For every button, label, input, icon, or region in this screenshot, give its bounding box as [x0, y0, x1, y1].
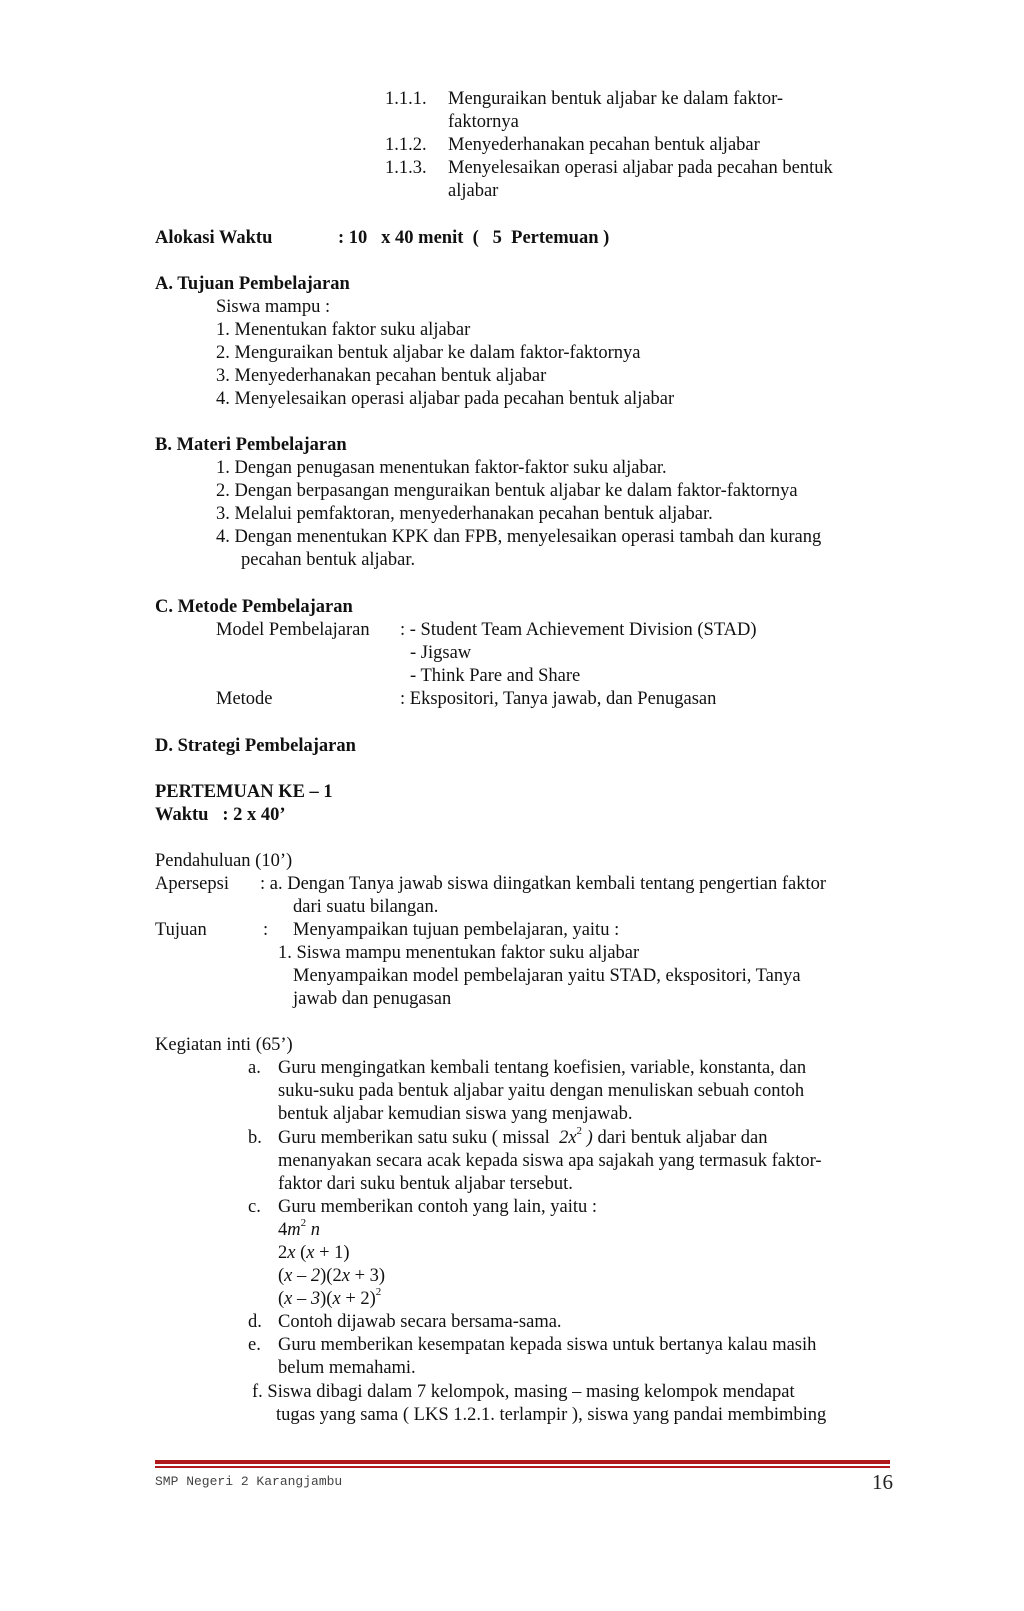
math-example: 2x (x + 1) — [278, 1243, 350, 1263]
subindicator-text: aljabar — [448, 181, 499, 201]
math-example: (x – 2)(2x + 3) — [278, 1266, 386, 1286]
list-item: 2. Dengan berpasangan menguraikan bentuk aljabar ke dalam faktor-faktornya — [216, 481, 798, 501]
list-item: 1. Dengan penugasan menentukan faktor-faktor suku aljabar. — [216, 458, 667, 478]
kegiatan-title: Kegiatan inti (65’) — [155, 1035, 293, 1055]
tujuan-model: jawab dan penugasan — [293, 989, 452, 1009]
tujuan-model: Menyampaikan model pembelajaran yaitu STAD, ekspositori, Tanya — [293, 966, 801, 986]
kegiatan-text: Contoh dijawab secara bersama-sama. — [278, 1312, 562, 1332]
kegiatan-text: tugas yang sama ( LKS 1.2.1. terlampir ), siswa yang pandai membimbing — [276, 1405, 827, 1425]
apersepsi-text: dari suatu bilangan. — [293, 897, 439, 917]
item-letter: e. — [248, 1335, 261, 1355]
model-value: - Think Pare and Share — [410, 666, 581, 686]
kegiatan-text: belum memahami. — [278, 1358, 416, 1378]
subindicator-text: Menyelesaikan operasi aljabar pada pecahan bentuk — [448, 158, 833, 178]
alokasi-label: Alokasi Waktu — [155, 228, 273, 248]
kegiatan-text: menanyakan secara acak kepada siswa apa sajakah yang termasuk faktor- — [278, 1151, 822, 1171]
section-d-title: D. Strategi Pembelajaran — [155, 736, 356, 756]
apersepsi-label: Apersepsi — [155, 874, 229, 894]
tujuan-item: 1. Siswa mampu menentukan faktor suku aljabar — [278, 943, 640, 963]
item-letter: a. — [248, 1058, 261, 1078]
section-c-title: C. Metode Pembelajaran — [155, 597, 353, 617]
item-letter: c. — [248, 1197, 261, 1217]
metode-label: Metode — [216, 689, 273, 709]
subindicator-number: 1.1.1. — [385, 89, 427, 109]
kegiatan-text: f. Siswa dibagi dalam 7 kelompok, masing – masing kelompok mendapat — [252, 1382, 795, 1402]
kegiatan-text: faktor dari suku bentuk aljabar tersebut. — [278, 1174, 573, 1194]
kegiatan-text: Guru mengingatkan kembali tentang koefisien, variable, konstanta, dan — [278, 1058, 807, 1078]
apersepsi-text: : a. Dengan Tanya jawab siswa diingatkan kembali tentang pengertian faktor — [260, 874, 827, 894]
metode-value: : Ekspositori, Tanya jawab, dan Penugasan — [400, 689, 717, 709]
kegiatan-text: Guru memberikan kesempatan kepada siswa untuk bertanya kalau masih — [278, 1335, 817, 1355]
subindicator-number: 1.1.3. — [385, 158, 427, 178]
kegiatan-text: bentuk aljabar kemudian siswa yang menjawab. — [278, 1104, 633, 1124]
model-value: - Jigsaw — [410, 643, 472, 663]
model-label: Model Pembelajaran — [216, 620, 370, 640]
pendahuluan-title: Pendahuluan (10’) — [155, 851, 293, 871]
pertemuan-title: PERTEMUAN KE – 1 — [155, 782, 333, 802]
page-number: 16 — [872, 1470, 893, 1494]
section-a-title: A. Tujuan Pembelajaran — [155, 274, 350, 294]
list-item: 3. Menyederhanakan pecahan bentuk aljabar — [216, 366, 547, 386]
footer-school: SMP Negeri 2 Karangjambu — [155, 1474, 343, 1489]
list-item-continuation: pecahan bentuk aljabar. — [241, 550, 416, 570]
kegiatan-text: Guru memberikan satu suku ( missal $2x^2$ ) dari bentuk aljabar dan — [278, 1124, 768, 1148]
footer-rule — [155, 1460, 890, 1464]
section-a-intro: Siswa mampu : — [216, 297, 331, 317]
tujuan-label: Tujuan — [155, 920, 207, 940]
tujuan-text: Menyampaikan tujuan pembelajaran, yaitu : — [293, 920, 620, 940]
footer-rule-thin — [155, 1466, 890, 1468]
list-item: 3. Melalui pemfaktoran, menyederhanakan pecahan bentuk aljabar. — [216, 504, 713, 524]
list-item: 1. Menentukan faktor suku aljabar — [216, 320, 471, 340]
list-item: 4. Menyelesaikan operasi aljabar pada pecahan bentuk aljabar — [216, 389, 675, 409]
subindicator-number: 1.1.2. — [385, 135, 427, 155]
math-example: $(x - 3)(x + 2)^2$ — [278, 1285, 382, 1309]
section-b-title: B. Materi Pembelajaran — [155, 435, 347, 455]
subindicator-text: Menguraikan bentuk aljabar ke dalam faktor- — [448, 89, 784, 109]
kegiatan-text: suku-suku pada bentuk aljabar yaitu dengan menuliskan sebuah contoh — [278, 1081, 805, 1101]
subindicator-text: Menyederhanakan pecahan bentuk aljabar — [448, 135, 760, 155]
item-letter: d. — [248, 1312, 262, 1332]
model-value: : - Student Team Achievement Division (STAD) — [400, 620, 757, 640]
math-example: $4m^2$ n — [278, 1216, 320, 1240]
tujuan-colon: : — [263, 920, 269, 940]
pertemuan-waktu: Waktu : 2 x 40’ — [155, 805, 286, 825]
list-item: 2. Menguraikan bentuk aljabar ke dalam faktor-faktornya — [216, 343, 641, 363]
alokasi-value: : 10 x 40 menit ( 5 Pertemuan ) — [338, 228, 610, 248]
kegiatan-text: Guru memberikan contoh yang lain, yaitu : — [278, 1197, 598, 1217]
math-expression: 2x — [559, 1128, 577, 1148]
subindicator-text: faktornya — [448, 112, 519, 132]
list-item: 4. Dengan menentukan KPK dan FPB, menyelesaikan operasi tambah dan kurang — [216, 527, 822, 547]
item-letter: b. — [248, 1128, 262, 1148]
